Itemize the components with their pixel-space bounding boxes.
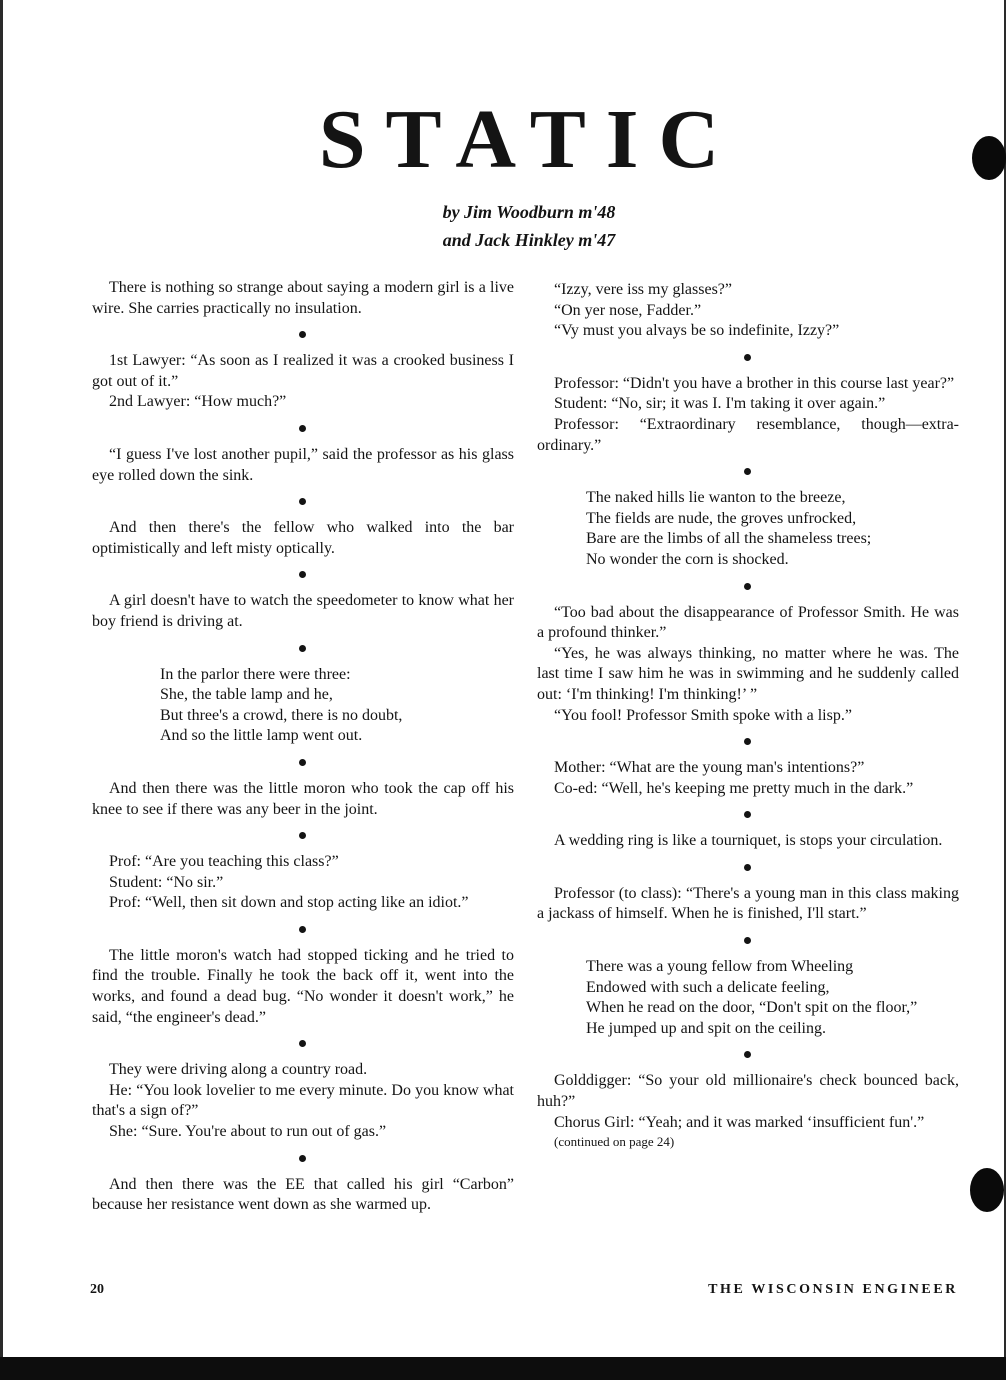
poem-line: And so the little lamp went out. [160, 727, 363, 745]
poem-line: Bare are the limbs of all the shameless trees; [586, 530, 872, 548]
joke-smith-line-2: “Yes, he was always thinking, no matter where he was. The last time I saw him he was in swimming and he suddenly called out: ‘I'm thinking! I'm thinking!’ ” [537, 644, 959, 703]
joke-smith-line-3: “You fool! Professor Smith spoke with a lisp.” [554, 706, 852, 724]
poem-line: The fields are nude, the groves unfrocked, [586, 509, 857, 527]
joke-intentions-line-1: Mother: “What are the young man's intentions?” [554, 759, 865, 777]
separator-dot [92, 319, 514, 351]
joke-izzy-line-2: “On yer nose, Fadder.” [554, 301, 702, 319]
joke-lawyer-line-2: 2nd Lawyer: “How much?” [109, 393, 287, 411]
joke-jackass: Professor (to class): “There's a young man in this class making a jackass of himself. When he is finished, I'll start.” [537, 884, 959, 923]
poem-line: He jumped up and spit on the ceiling. [586, 1019, 826, 1037]
poem-line: No wonder the corn is shocked. [586, 550, 789, 568]
poem-line: In the parlor there were three: [160, 665, 351, 683]
separator-dot [537, 342, 959, 374]
page-number: 20 [90, 1282, 104, 1297]
separator-dot [537, 1039, 959, 1071]
byline-authors-2: and Jack Hinkley m'47 [442, 230, 616, 250]
joke-drive-line-2: He: “You look lovelier to me every minute. Do you know what that's a sign of?” [92, 1081, 514, 1120]
separator-dot [92, 1028, 514, 1060]
joke-drive-line-1: They were driving along a country road. [109, 1061, 368, 1079]
poem-line: Endowed with such a delicate feeling, [586, 978, 830, 996]
joke-prof-line-2: Student: “No sir.” [109, 873, 224, 891]
separator-dot [92, 1143, 514, 1175]
separator-dot [92, 914, 514, 946]
poem-naked-hills [586, 488, 959, 570]
poem-wheeling [586, 957, 959, 1039]
joke-lawyer-line-1: 1st Lawyer: “As soon as I realized it was a crooked business I got out of it.” [92, 352, 514, 390]
page-title: STATIC [318, 93, 740, 186]
joke-smith-line-1: “Too bad about the disappearance of Professor Smith. He was a profound thinker.” [537, 603, 959, 642]
poem-parlor [160, 665, 514, 747]
joke-bar: And then there's the fellow who walked into the bar optimistically and left misty optically. [92, 519, 514, 557]
joke-intentions-line-2: Co-ed: “Well, he's keeping me pretty much in the dark.” [554, 779, 914, 797]
joke-wedding-ring: A wedding ring is like a tourniquet, is stops your circulation. [554, 832, 943, 850]
joke-carbon: And then there was the EE that called his girl “Carbon” because her resistance went down as she warmed up. [92, 1175, 514, 1214]
joke-glass-eye: “I guess I've lost another pupil,” said the professor as his glass eye rolled down the sink. [92, 445, 514, 484]
joke-speedometer: A girl doesn't have to watch the speedometer to know what her boy friend is driving at. [92, 592, 514, 630]
separator-dot [537, 571, 959, 603]
poem-line: When he read on the door, “Don't spit on the floor,” [586, 999, 918, 1017]
separator-dot [537, 852, 959, 884]
joke-watch: The little moron's watch had stopped ticking and he tried to find the trouble. Finally he took the back off it, went into the works, and found a dead bug. “No wonder it doesn't work,” he said, “the engineer's dead.” [92, 946, 514, 1026]
separator-dot [92, 633, 514, 665]
separator-dot [537, 799, 959, 831]
poem-line: She, the table lamp and he, [160, 686, 333, 704]
poem-line: But three's a crowd, there is no doubt, [160, 706, 403, 724]
right-column [537, 280, 959, 1151]
continued-note: (continued on page 24) [554, 1134, 675, 1150]
separator-dot [537, 456, 959, 488]
joke-golddigger-line-1: Golddigger: “So your old millionaire's check bounced back, huh?” [537, 1072, 959, 1111]
joke-izzy-line-1: “Izzy, vere iss my glasses?” [554, 281, 732, 298]
joke-moron-knee: And then there was the little moron who took the cap off his knee to see if there was any beer in the joint. [92, 779, 514, 818]
left-column [92, 278, 514, 1216]
separator-dot [92, 747, 514, 779]
joke-brother-line-1: Professor: “Didn't you have a brother in this course last year?” [554, 374, 955, 392]
joke-prof-line-3: Prof: “Well, then sit down and stop acting like an idiot.” [109, 894, 469, 912]
separator-dot [92, 820, 514, 852]
separator-dot [537, 925, 959, 957]
byline-authors-1: by Jim Woodburn m'48 [442, 202, 616, 222]
separator-dot [537, 726, 959, 758]
joke-izzy-line-3: “Vy must you alvays be so indefinite, Izzy?” [554, 322, 840, 340]
joke-prof-line-1: Prof: “Are you teaching this class?” [109, 853, 339, 871]
poem-line: The naked hills lie wanton to the breeze, [586, 489, 846, 507]
joke-golddigger-line-2: Chorus Girl: “Yeah; and it was marked ‘insufficient fun'.” [554, 1113, 925, 1131]
punch-hole-bottom [970, 1168, 1004, 1212]
separator-dot [92, 413, 514, 445]
joke-brother-line-3: Professor: “Extraordinary resemblance, though—extra-ordinary.” [537, 415, 959, 454]
joke-brother-line-2: Student: “No, sir; it was I. I'm taking it over again.” [554, 395, 886, 413]
scan-bottom-border [0, 1357, 1006, 1380]
separator-dot [92, 559, 514, 591]
separator-dot [92, 486, 514, 518]
poem-line: There was a young fellow from Wheeling [586, 958, 854, 976]
magazine-name: THE WISCONSIN ENGINEER [708, 1282, 958, 1297]
joke-live-wire: There is nothing so strange about saying a modern girl is a live wire. She carries practically no insulation. [92, 279, 514, 317]
joke-drive-line-3: She: “Sure. You're about to run out of gas.” [109, 1123, 387, 1141]
